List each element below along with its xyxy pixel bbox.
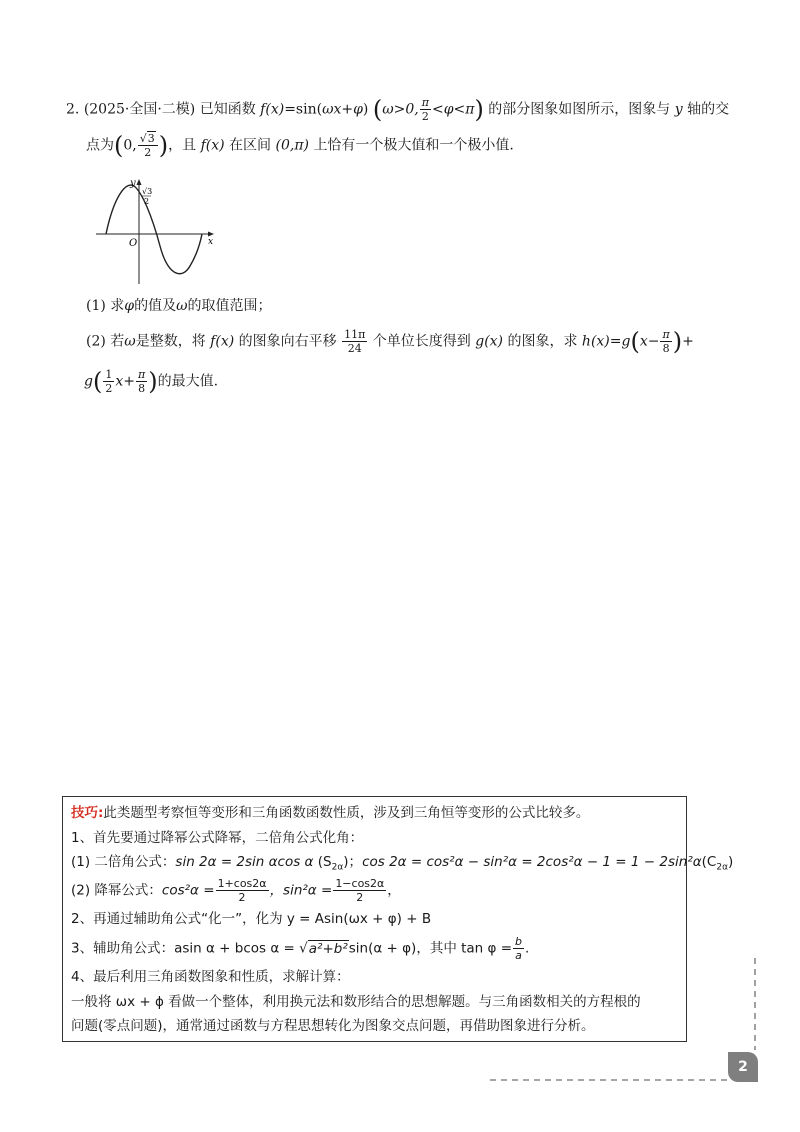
frac-den: 2 <box>421 110 429 123</box>
step3-b: sin(α + φ)，其中 tan φ = <box>348 940 513 957</box>
stem-text: 已知函数 <box>199 101 256 118</box>
omega-x-phi: ωx+φ <box>322 101 363 118</box>
part2-label: (2) <box>86 333 106 350</box>
frac-num: 11π <box>344 328 366 341</box>
paren-close: ) <box>158 131 169 160</box>
frac-num: 1−cos2α <box>335 877 385 890</box>
paren-open: ( <box>372 95 383 124</box>
frac-den: 2 <box>144 146 152 159</box>
plus: + <box>682 333 694 350</box>
frac-num: π <box>137 368 146 381</box>
part2-text: 若 <box>110 333 125 350</box>
tips-intro: 此类题型考察恒等变形和三角函数函数性质，涉及到三角恒等变形的公式比较多。 <box>103 805 590 821</box>
problem-source: (2025·全国·二模) <box>83 101 196 118</box>
frac-num: √3 <box>138 132 158 146</box>
function-f: f(x) <box>260 101 285 118</box>
line2-text-c: 在区间 <box>229 137 272 154</box>
problem-number: 2. <box>66 101 80 118</box>
frac-num: 1 <box>105 368 113 381</box>
line2-text-b: ，且 <box>168 137 197 154</box>
tips-general-1: 一般将 ωx + ϕ 看做一个整体，利用换元法和数形结合的思想解题。与三角函数相关的方程根的 <box>71 994 641 1010</box>
part2-text-d: 个单位长度得到 <box>372 333 471 350</box>
origin-label: O <box>129 238 138 249</box>
frac-den: 24 <box>347 342 362 355</box>
part1-text: 求 <box>110 298 125 314</box>
condition-phi: <φ<π <box>431 101 475 118</box>
step3-sqrt: a²+b² <box>308 940 348 957</box>
tips-label: 技巧: <box>71 805 104 821</box>
frac-den: 2 <box>238 891 246 904</box>
y-variable: y <box>674 101 683 118</box>
step3-a: 3、辅助角公式：asin α + bcos α = <box>71 940 300 957</box>
stem-text-2: 的部分图象如图所示，图象与 <box>488 101 671 118</box>
power-label: (2) 降幂公式： <box>71 882 162 899</box>
double-angle-sin: sin 2α = 2sin αcos α <box>175 854 314 870</box>
function-f: f(x) <box>200 137 225 154</box>
power-end: ， <box>387 882 401 899</box>
paren-open: ( <box>114 131 124 160</box>
stem-text-3: 轴的交 <box>687 101 730 118</box>
function-h: h(x) <box>581 333 610 350</box>
x-minus: x− <box>639 333 660 350</box>
interval: (0,π) <box>275 137 309 154</box>
y-axis-label: y <box>130 178 136 189</box>
tips-step3: 3、辅助角公式：asin α + bcos α = √a²+b²sin(α + φ)，其中 tan φ = $\frac{b}{a}$ . <box>71 935 530 962</box>
c2a: (C <box>701 854 717 870</box>
sin2: ，sin²α = <box>269 882 333 899</box>
tick-sqrt3: √3 <box>142 187 153 196</box>
s2a-close: )； <box>343 854 363 870</box>
frac-den: a <box>515 949 522 962</box>
part2-text-b: 是整数，将 <box>135 333 206 350</box>
part1-text-c: 的取值范围； <box>187 298 272 314</box>
paren-close: ) <box>672 327 683 356</box>
line2-text: 点为 <box>86 137 114 154</box>
c2a-sub: 2α <box>716 862 729 873</box>
s2a: (S <box>317 854 332 870</box>
c2a-close: ) <box>728 854 734 870</box>
frac-num: b <box>515 935 523 948</box>
paren-close: ) <box>474 95 484 124</box>
frac-den: 2 <box>356 891 364 904</box>
tips-step1: 1、首先要通过降幂公式降幂，二倍角公式化角： <box>71 830 364 846</box>
x-axis-label: x <box>208 237 214 247</box>
tips-step2: 2、再通过辅助角公式“化一”，化为 y = Asin(ωx + φ) + B <box>71 911 432 927</box>
page-number-badge <box>728 1052 758 1082</box>
frac-num: 1+cos2α <box>217 877 267 890</box>
part2-text-c: 的图象向右平移 <box>238 333 337 350</box>
omega-symbol: ω <box>176 298 188 314</box>
part1-label: (1) <box>86 298 106 314</box>
equals: = <box>609 333 622 350</box>
tips-step4: 4、最后利用三角函数图象和性质，求解计算： <box>71 969 350 985</box>
sqrt-3: 3 <box>147 132 155 145</box>
point-zero: 0, <box>123 137 137 154</box>
tick-two: 2 <box>144 197 150 206</box>
double-angle-cos: cos 2α = cos²α − sin²α = 2cos²α − 1 = 1 − 2sin²α <box>362 854 702 870</box>
function-g: g(x) <box>475 333 504 350</box>
part2-text-e: 的图象，求 <box>507 333 578 350</box>
condition-omega: ω>0, <box>382 101 419 118</box>
frac-den: 8 <box>662 342 670 355</box>
close-paren: ) <box>362 101 369 118</box>
tips-general-2: 问题(零点问题)，通常通过函数与方程思想转化为图象交点问题，再借助图象进行分析。 <box>71 1018 595 1034</box>
g-symbol: g <box>621 333 631 350</box>
cos2: cos²α = <box>161 882 215 899</box>
line2-text-d: 上恰有一个极大值和一个极小值. <box>313 137 514 154</box>
frac-den: 2 <box>105 382 113 395</box>
omega-symbol: ω <box>124 333 136 350</box>
double-angle-label: (1) 二倍角公式： <box>71 854 176 870</box>
s2a-sub: 2α <box>331 862 344 873</box>
g-symbol: g <box>84 373 93 390</box>
paren-open: ( <box>630 327 640 356</box>
x-plus: x+ <box>115 373 135 390</box>
step3-end: . <box>525 940 530 957</box>
function-f: f(x) <box>210 333 235 350</box>
part1-text-b: 的值及 <box>134 298 177 314</box>
phi-symbol: φ <box>124 298 135 314</box>
part2-text-f: 的最大值. <box>157 373 219 390</box>
equals-sin: =sin( <box>284 101 323 118</box>
frac-num: π <box>421 96 429 109</box>
paren-open: ( <box>92 367 103 396</box>
frac-num: π <box>662 328 670 341</box>
frac-den: 8 <box>138 382 146 395</box>
paren-close: ) <box>148 367 158 396</box>
page-number: 2 <box>738 1059 748 1075</box>
